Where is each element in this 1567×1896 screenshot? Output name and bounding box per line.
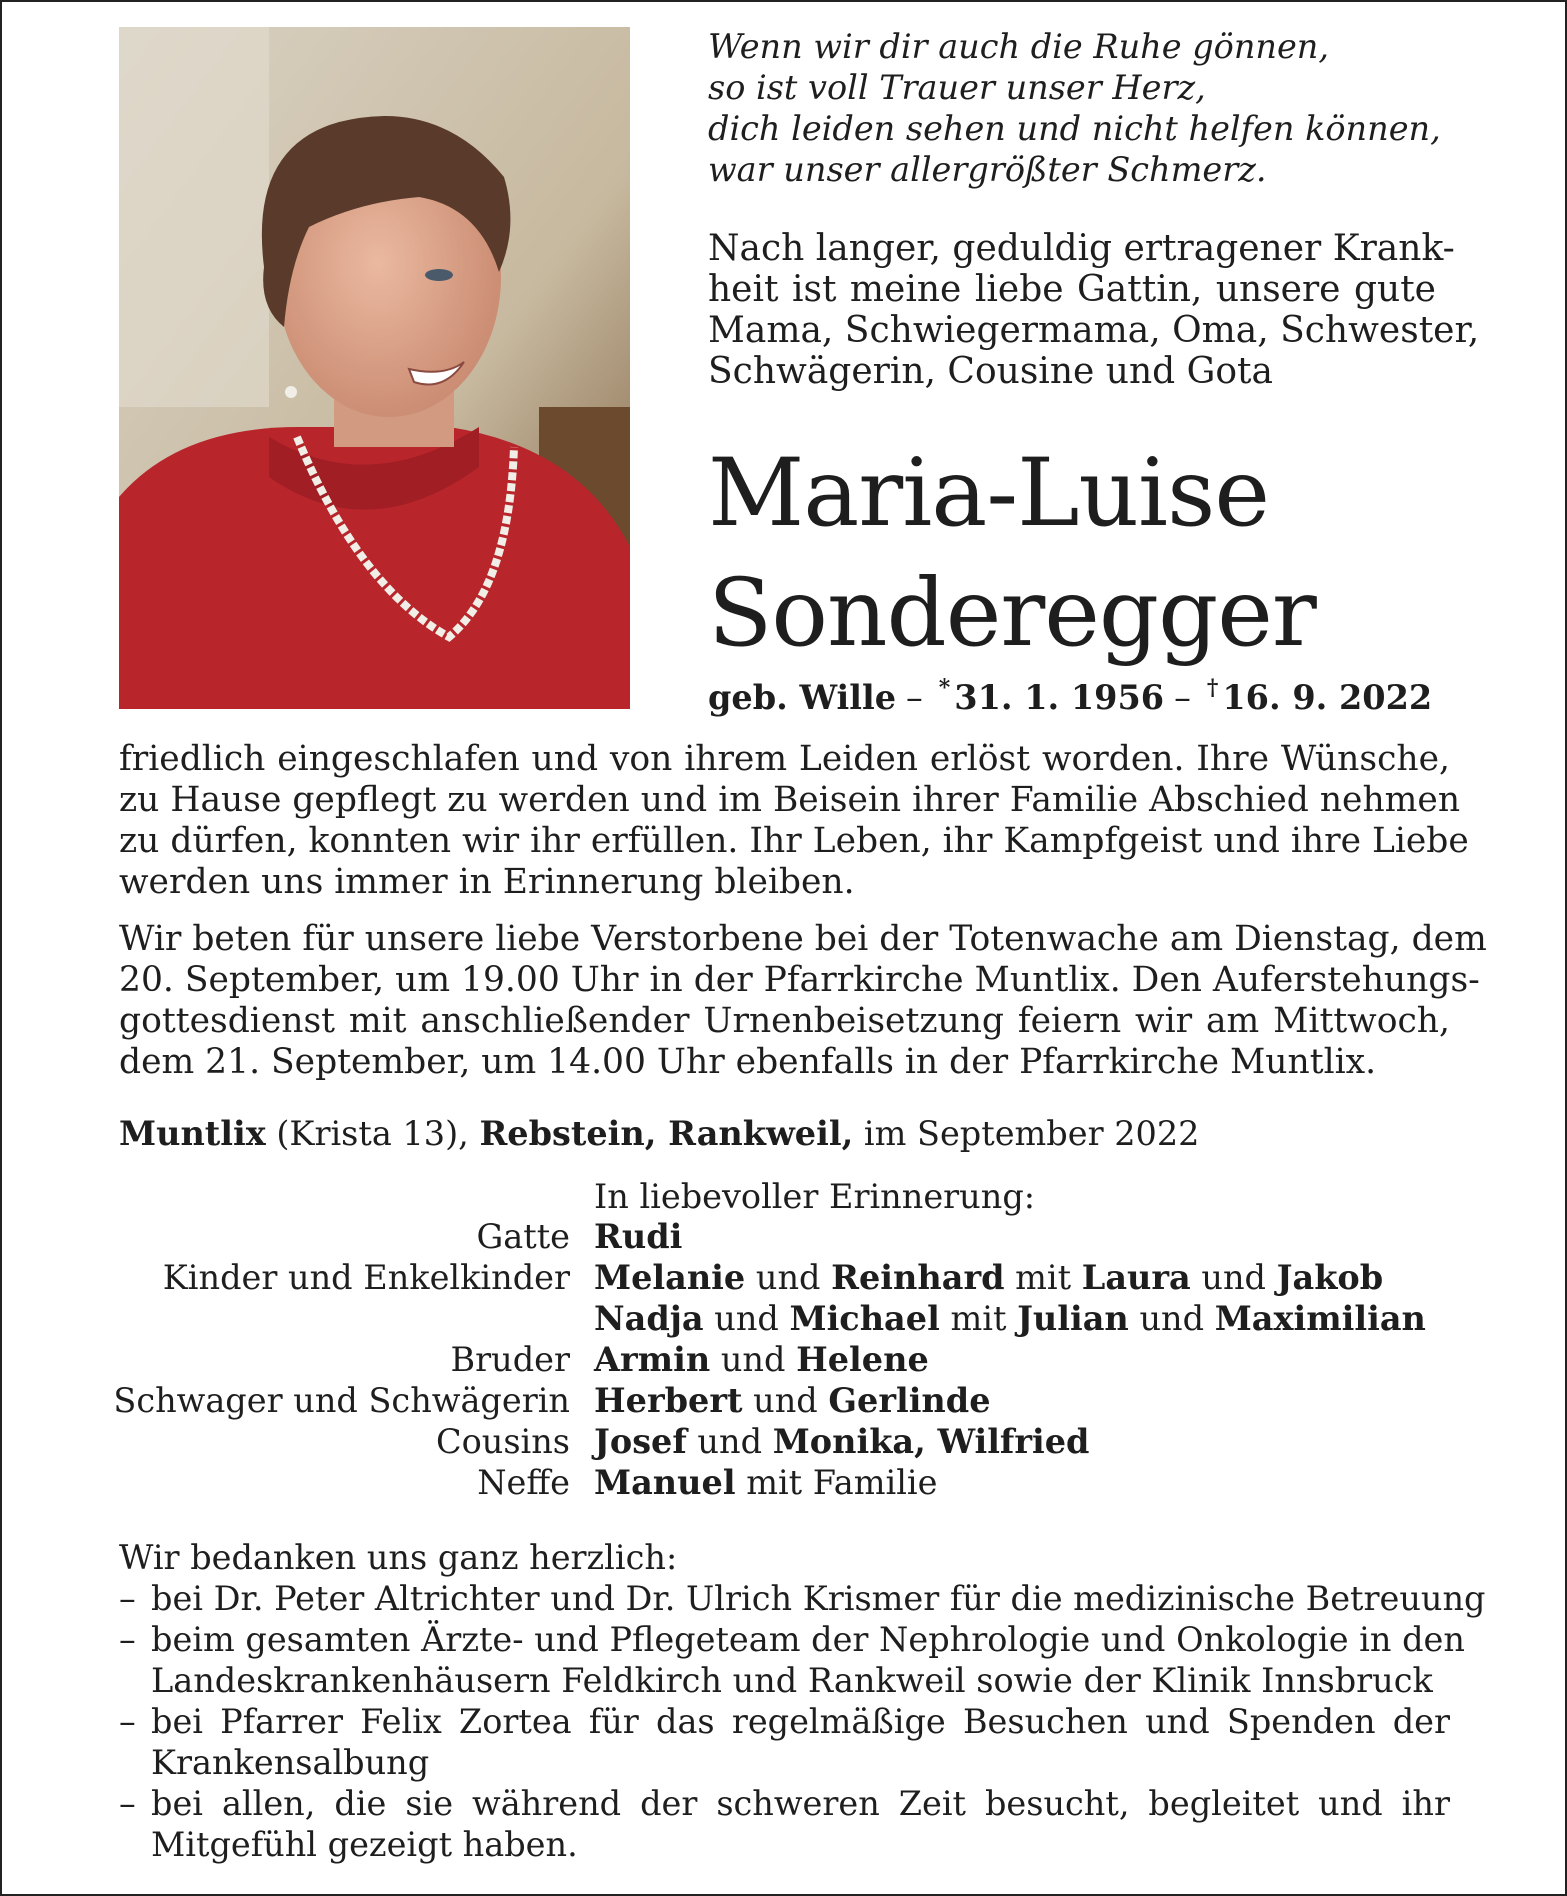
- place-towns: Rebstein, Rankweil,: [479, 1114, 854, 1153]
- family-member-name: Gerlinde: [828, 1381, 991, 1420]
- intro-line: heit ist meine liebe Gattin, unsere gute: [708, 269, 1436, 310]
- body-line: werden uns immer in Erinnerung bleiben.: [119, 862, 855, 902]
- thanks-line: Mitgefühl gezeigt haben.: [151, 1825, 578, 1864]
- family-member-name: Manuel: [594, 1463, 736, 1502]
- verse-line: dich leiden sehen und nicht helfen können,: [708, 109, 1441, 148]
- body-line: dem 21. September, um 14.00 Uhr ebenfalls in der Pfarrkirche Muntlix.: [119, 1042, 1377, 1082]
- family-names: [594, 1298, 1426, 1339]
- body-paragraph-2: [119, 919, 1487, 1083]
- dash-bullet-icon: –: [119, 1702, 136, 1741]
- life-dates: geb. Wille – * 31. 1. 1956 – † 16. 9. 2022: [708, 675, 1433, 717]
- place-date: im September 2022: [853, 1114, 1200, 1153]
- family-member-name: Nadja: [594, 1299, 704, 1338]
- thanks-line: beim gesamten Ärzte- und Pflegeteam der Nephrologie und Onkologie in den: [151, 1620, 1465, 1659]
- portrait-photo: [119, 27, 630, 709]
- family-member-name: Maximilian: [1214, 1299, 1426, 1338]
- family-connector: mit: [1004, 1258, 1082, 1297]
- thanks-item: [119, 1578, 1486, 1619]
- family-row: [110, 1380, 1470, 1421]
- family-row: [110, 1421, 1470, 1462]
- place-and-date: [119, 1113, 1200, 1155]
- family-names: [594, 1257, 1383, 1298]
- thanks-line: Landeskrankenhäusern Feldkirch und Rankweil sowie der Klinik Innsbruck: [151, 1661, 1433, 1700]
- family-connector: und: [1128, 1299, 1215, 1338]
- family-member-name: Laura: [1081, 1258, 1191, 1297]
- family-member-name: Armin: [594, 1340, 711, 1379]
- deceased-name: [708, 434, 1528, 674]
- born-symbol: *: [938, 675, 951, 701]
- birth-date: 31. 1. 1956: [954, 678, 1165, 717]
- family-relation: Cousins: [435, 1422, 570, 1461]
- intro-line: Schwägerin, Cousine und Gota: [708, 351, 1273, 392]
- thanks-line: bei Pfarrer Felix Zortea für das regelmäßige Besuchen und Spenden der: [151, 1702, 1450, 1741]
- family-connector: und: [742, 1381, 829, 1420]
- verse-line: Wenn wir dir auch die Ruhe gönnen,: [708, 27, 1330, 66]
- family-names: [594, 1380, 991, 1421]
- family-connector: und: [1190, 1258, 1277, 1297]
- body-line: gottesdienst mit anschließender Urnenbeisetzung feiern wir am Mittwoch,: [119, 1001, 1450, 1041]
- last-name: Sonderegger: [708, 559, 1316, 668]
- verse-line: war unser allergrößter Schmerz.: [708, 150, 1267, 189]
- place-town: Muntlix: [119, 1114, 266, 1153]
- thanks-section: [119, 1537, 1486, 1865]
- thanks-item: [119, 1701, 1450, 1783]
- family-row: [110, 1257, 1470, 1298]
- intro-line: Mama, Schwiegermama, Oma, Schwester,: [708, 310, 1480, 351]
- family-row: [110, 1216, 1470, 1257]
- family-relation: Kinder und Enkelkinder: [162, 1258, 570, 1297]
- intro-paragraph: [708, 228, 1480, 392]
- body-line: Wir beten für unsere liebe Verstorbene bei der Totenwache am Dienstag, dem: [119, 919, 1487, 959]
- family-names: [594, 1421, 1089, 1462]
- family-member-name: Rudi: [594, 1217, 683, 1256]
- family-names: [594, 1339, 929, 1380]
- family-member-name: Helene: [796, 1340, 929, 1379]
- family-relation: Bruder: [450, 1340, 570, 1379]
- verse-line: so ist voll Trauer unser Herz,: [708, 68, 1206, 107]
- maiden-name: geb. Wille: [708, 678, 897, 717]
- family-member-name: Herbert: [594, 1381, 743, 1420]
- family-connector: mit Familie: [735, 1463, 938, 1502]
- family-member-name: Melanie: [594, 1258, 746, 1297]
- intro-line: Nach langer, geduldig ertragener Krank-: [708, 228, 1455, 269]
- family-connector: und: [710, 1340, 797, 1379]
- body-line: 20. September, um 19.00 Uhr in der Pfarrkirche Muntlix. Den Auferstehungs-: [119, 960, 1480, 1000]
- thanks-line: bei allen, die sie während der schweren Zeit besucht, begleitet und ihr: [151, 1784, 1450, 1823]
- family-member-name: Reinhard: [831, 1258, 1005, 1297]
- family-member-name: Jakob: [1276, 1258, 1384, 1297]
- thanks-line: Krankensalbung: [151, 1743, 430, 1782]
- body-line: friedlich eingeschlafen und von ihrem Leiden erlöst worden. Ihre Wünsche,: [119, 739, 1450, 779]
- dash-bullet-icon: –: [119, 1620, 136, 1659]
- body-line: zu Hause gepflegt zu werden und im Beisein ihrer Familie Abschied nehmen: [119, 780, 1461, 820]
- thanks-heading: Wir bedanken uns ganz herzlich:: [119, 1538, 678, 1577]
- family-row: [110, 1462, 1470, 1503]
- death-symbol: †: [1206, 675, 1219, 701]
- family-connector: und: [745, 1258, 832, 1297]
- thanks-line: bei Dr. Peter Altrichter und Dr. Ulrich Krismer für die medizinische Betreuung: [151, 1579, 1486, 1618]
- family-row: [110, 1339, 1470, 1380]
- family-names: [594, 1462, 937, 1503]
- family-member-name: Monika, Wilfried: [772, 1422, 1090, 1461]
- family-names: [594, 1216, 682, 1257]
- family-connector: und: [686, 1422, 773, 1461]
- family-member-name: Michael: [789, 1299, 940, 1338]
- family-relation: Schwager und Schwägerin: [113, 1381, 570, 1420]
- body-line: zu dürfen, konnten wir ihr erfüllen. Ihr Leben, ihr Kampfgeist und ihre Liebe: [119, 821, 1469, 861]
- first-name: Maria-Luise: [708, 439, 1269, 548]
- thanks-item: [119, 1619, 1465, 1701]
- dash-bullet-icon: –: [119, 1579, 136, 1618]
- death-date: 16. 9. 2022: [1222, 678, 1433, 717]
- place-address: (Krista 13),: [265, 1114, 480, 1153]
- thanks-item: [119, 1783, 1450, 1865]
- family-relation: [110, 1298, 570, 1339]
- family-member-name: Julian: [1017, 1299, 1129, 1338]
- dash-bullet-icon: –: [119, 1784, 136, 1823]
- family-list: [110, 1216, 1470, 1503]
- body-paragraph-1: [119, 739, 1469, 903]
- family-relation: Neffe: [477, 1463, 570, 1502]
- family-connector: mit: [939, 1299, 1018, 1338]
- family-member-name: Josef: [594, 1422, 687, 1461]
- memory-heading: In liebevoller Erinnerung:: [594, 1177, 1036, 1216]
- family-relation: Gatte: [476, 1217, 570, 1256]
- family-connector: und: [703, 1299, 790, 1338]
- family-row: [110, 1298, 1470, 1339]
- poem-verse: [708, 26, 1468, 190]
